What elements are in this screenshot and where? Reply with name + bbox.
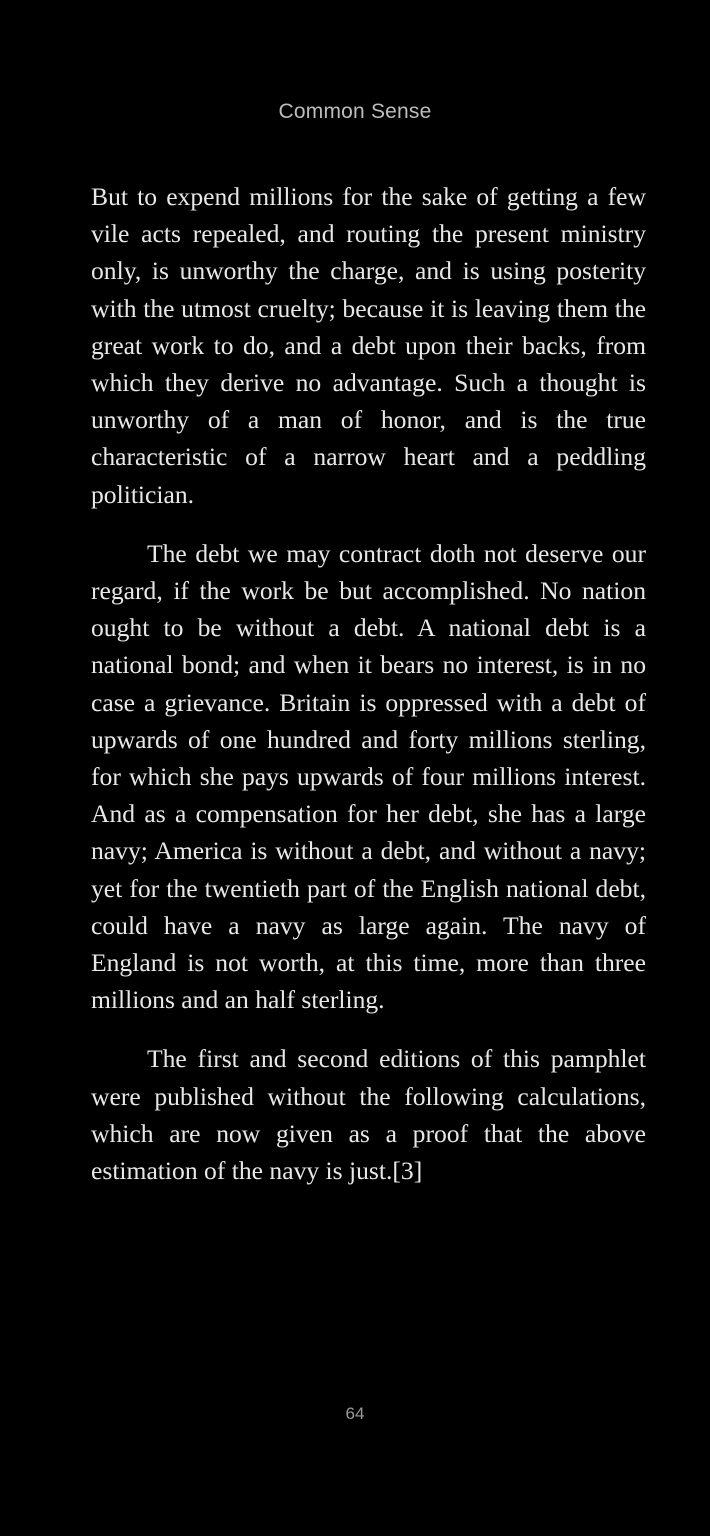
- page-number: 64: [345, 1404, 365, 1423]
- book-title: Common Sense: [278, 100, 432, 123]
- paragraph-text: The first and second editions of this pamphlet were published without the following calculations, which are now given as a proof that the above estimation of the navy is just.: [91, 1044, 646, 1186]
- paragraph: The debt we may contract doth not deserve our regard, if the work be but accomplished. No nation ought to be without a debt. A national debt is a national bond; and when it bears no interest, is in no case a grievance. Britain is oppressed with a debt of upwards of one hundred and forty millions sterling, for which she pays upwards of four millions interest. And as a compensation for her debt, she has a large navy; America is without a debt, and without a navy; yet for the twentieth part of the English national debt, could have a navy as large again. The navy of England is not worth, at this time, more than three millions and an half sterling.: [91, 538, 646, 1015]
- paragraph-with-footnote: [91, 1040, 646, 1189]
- footnote-link[interactable]: [3]: [392, 1156, 423, 1186]
- paragraph: But to expend millions for the sake of getting a few vile acts repealed, and routing the present ministry only, is unworthy the charge, and is using posterity with the utmost cruelty; because it is leaving them the great work to do, and a debt upon their backs, from which they derive no advantage. Such a thought is unworthy of a man of honor, and is the true characteristic of a narrow heart and a peddling politician.: [91, 182, 646, 509]
- page-body: [91, 178, 646, 1189]
